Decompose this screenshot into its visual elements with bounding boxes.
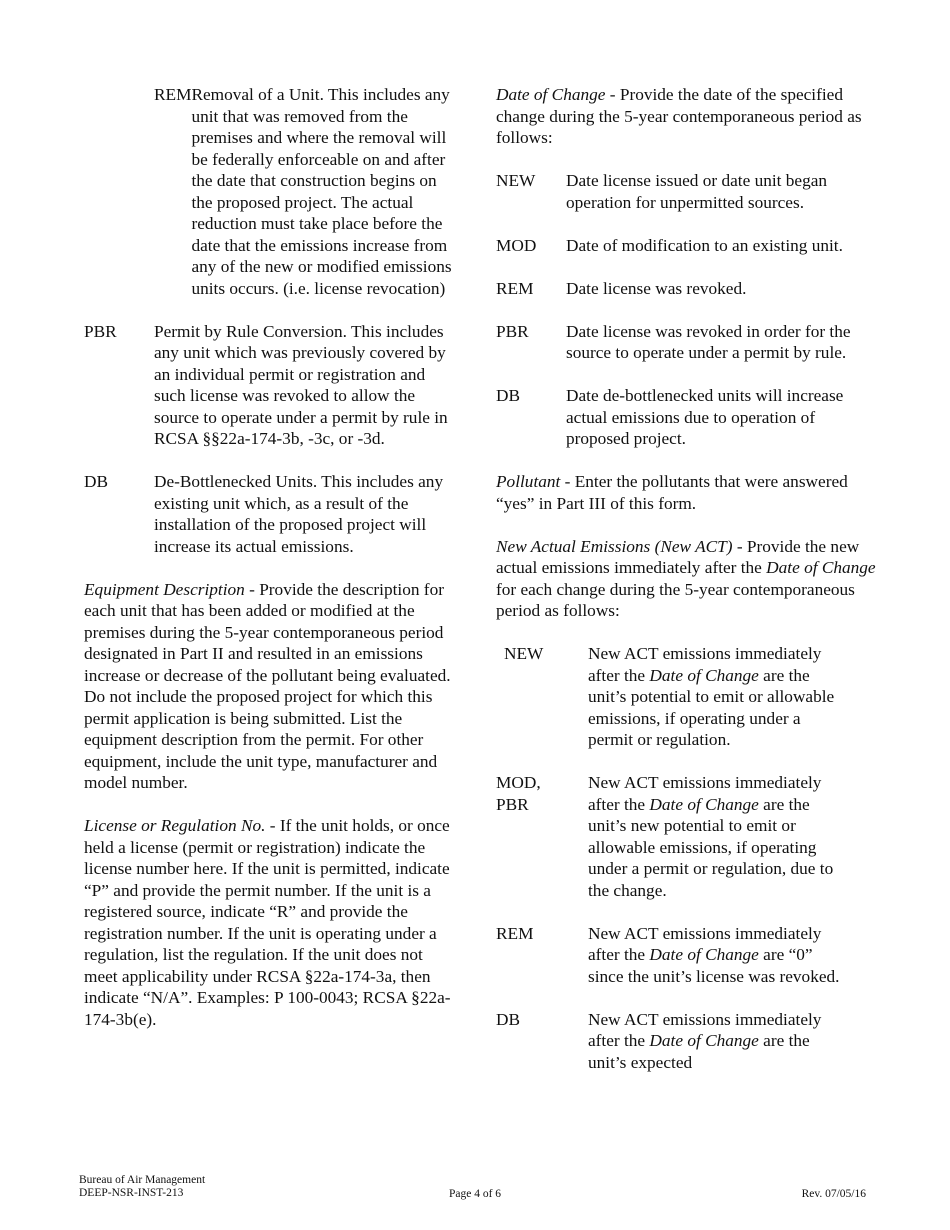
definition-text — [588, 643, 878, 751]
definition-code: REM — [496, 278, 534, 298]
code-part: PBR — [496, 794, 529, 814]
paragraph-text: - Provide the description for each unit that has been added or modified at the premises during the 5-year contemporaneous period designated in Part II and resulted in an emissions increase or decrease of the pollutant being evaluated. Do not include the proposed project for which this permit application is being submitted. List the equipment description from the permit. For other equipment, include the unit type, manufacturer and model number. — [84, 579, 451, 792]
definition-code: NEW — [504, 644, 544, 663]
term: Date of Change — [766, 558, 876, 577]
definition-rem — [84, 84, 460, 299]
right-column — [496, 84, 878, 1095]
date-item-pbr — [496, 321, 878, 364]
definition-code: REM — [496, 923, 534, 943]
text-part: New ACT emissions immediately after the — [588, 1009, 822, 1050]
date-item-rem — [496, 278, 878, 300]
term: Pollutant — [496, 472, 561, 491]
definition-code: PBR — [84, 321, 117, 341]
term: Equipment Description — [84, 579, 245, 599]
definition-text: Removal of a Unit. This includes any unit that was removed from the premises and where the removal will be federally enforceable on and after the date that construction begins on the proposed project. The actual reduction must take place before the date that the emissions increase from any of the new or modified emissions units occurs. (i.e. license revocation) — [191, 85, 452, 298]
new-actual-emissions-paragraph — [496, 536, 878, 622]
code-part: MOD, — [496, 773, 541, 792]
definition-text: Date license was revoked. — [566, 278, 747, 298]
term: Date of Change — [649, 794, 759, 814]
definition-code — [496, 772, 588, 901]
footer-doc-id: DEEP-NSR-INST-213 — [79, 1187, 184, 1199]
definition-code: NEW — [496, 171, 536, 190]
text-part: are the unit’s new potential to emit or allowable emissions, if operating under a permit or regulation, due to the change. — [588, 794, 834, 900]
definition-text — [588, 1009, 878, 1074]
paragraph-text: - If the unit holds, or once held a license (permit or registration) indicate the license number here. If the unit is permitted, indicate “P” and provide the permit number. If the unit is a registered source, indicate “R” and provide the registration number. If the unit is operating under a regulation, list the regulation. If the unit does not meet applicability under RCSA §22a-174-3a, then indicate “N/A”. Examples: P 100-0043; RCSA §22a-174-3b(e). — [84, 816, 451, 1029]
definition-code: MOD — [496, 235, 537, 255]
text-part: New ACT emissions immediately after the — [588, 773, 822, 814]
text-part: are the unit’s potential to emit or allowable emissions, if operating under a permit or regulation. — [588, 665, 835, 749]
footer-revision: Rev. 07/05/16 — [801, 1188, 866, 1200]
date-item-db — [496, 385, 878, 450]
text-part: are “0” since the unit’s license was revoked. — [588, 945, 840, 986]
date-item-new — [496, 170, 878, 213]
term: License or Regulation No. — [84, 816, 266, 835]
definition-text: Date license was revoked in order for the source to operate under a permit by rule. — [566, 321, 851, 362]
term: Date of Change — [496, 85, 606, 104]
definition-text: Date license issued or date unit began operation for unpermitted sources. — [566, 171, 828, 212]
definition-text — [588, 923, 878, 988]
term: Date of Change — [649, 945, 759, 964]
act-item-new — [496, 643, 878, 751]
text-part: New ACT emissions immediately after the — [588, 923, 822, 964]
definition-code: PBR — [496, 321, 529, 341]
definition-pbr — [84, 321, 460, 450]
term: New Actual Emissions (New ACT) — [496, 536, 733, 556]
paragraph-text: for each change during the 5-year contemporaneous period as follows: — [496, 579, 855, 620]
definition-text: Permit by Rule Conversion. This includes any unit which was previously covered by an individual permit or registration and such license was revoked to allow the source to operate under a permit by rule in RCSA §§22a-174-3b, -3c, or -3d. — [154, 321, 448, 448]
act-item-rem — [496, 923, 878, 988]
equipment-description-paragraph — [84, 579, 460, 794]
definition-text — [588, 772, 878, 901]
date-item-mod — [496, 235, 878, 257]
act-item-mod-pbr — [496, 772, 878, 901]
term: Date of Change — [649, 665, 759, 685]
date-of-change-paragraph — [496, 84, 878, 149]
text-part: are the unit’s expected — [588, 1031, 810, 1072]
license-paragraph — [84, 815, 460, 1030]
paragraph-text: - Provide the date of the specified change during the 5-year contemporaneous period as follows: — [496, 85, 862, 147]
pollutant-paragraph — [496, 471, 878, 514]
act-item-db — [496, 1009, 878, 1074]
definition-db — [84, 471, 460, 557]
footer-bureau: Bureau of Air Management — [79, 1174, 206, 1186]
definition-code: DB — [496, 1009, 521, 1029]
definition-text: De-Bottlenecked Units. This includes any existing unit which, as a result of the installation of the proposed project will increase its actual emissions. — [154, 472, 444, 556]
definition-code: DB — [84, 472, 109, 491]
text-part: New ACT emissions immediately after the — [588, 644, 822, 685]
definition-code: DB — [496, 386, 521, 405]
definition-code: REM — [154, 85, 192, 104]
paragraph-text: - Provide the new actual emissions immediately after the — [496, 536, 860, 577]
footer-page-number: Page 4 of 6 — [448, 1188, 502, 1200]
definition-text: Date de-bottlenecked units will increase actual emissions due to operation of proposed project. — [566, 386, 844, 448]
left-column — [84, 84, 460, 1052]
paragraph-text: - Enter the pollutants that were answered “yes” in Part III of this form. — [496, 472, 848, 513]
term: Date of Change — [649, 1031, 759, 1050]
definition-text: Date of modification to an existing unit. — [566, 235, 843, 255]
